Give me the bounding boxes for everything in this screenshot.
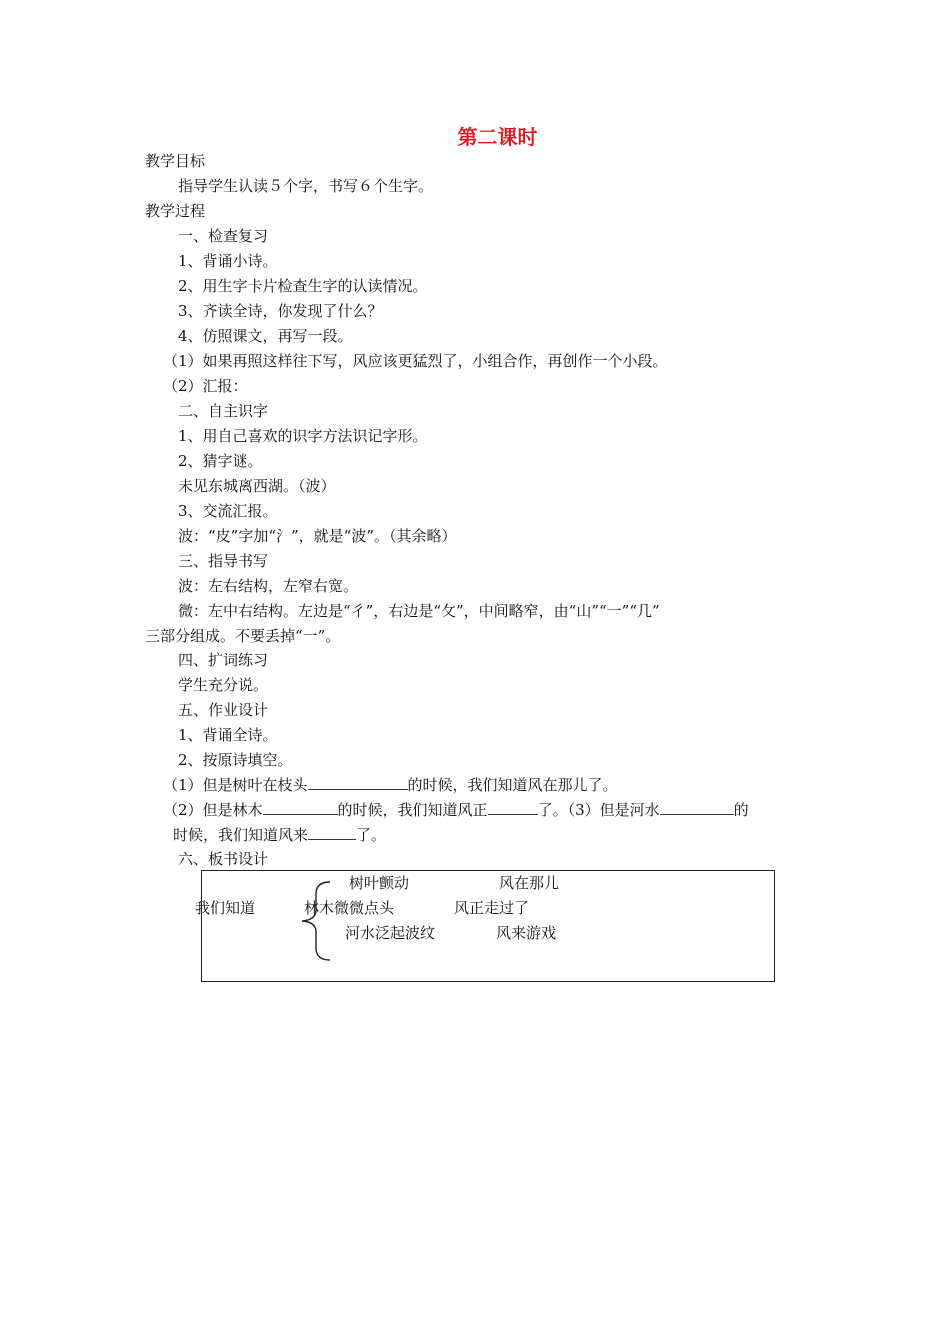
section1-sub1: （1）如果再照这样往下写，风应该更猛烈了，小组合作，再创作一个小段。 xyxy=(163,352,668,370)
q2-prefix: （2）但是林木 xyxy=(163,801,263,819)
section1-item1: 1、背诵小诗。 xyxy=(178,252,278,270)
board-row1-left: 树叶颤动 xyxy=(349,874,410,892)
process-heading: 教学过程 xyxy=(145,202,206,220)
q1-prefix: （1）但是树叶在枝头 xyxy=(163,776,308,794)
board-row3-left: 河水泛起波纹 xyxy=(345,924,436,942)
section2-item2: 2、猜字谜。 xyxy=(178,452,263,470)
board-row2-right: 风正走过了 xyxy=(454,899,530,917)
fill-question-3 xyxy=(173,825,386,845)
fill-question-1 xyxy=(163,775,618,795)
section4-heading: 四、扩词练习 xyxy=(178,651,269,669)
goal-heading: 教学目标 xyxy=(145,152,206,170)
section3-bo: 波：左右结构，左窄右宽。 xyxy=(178,577,359,595)
section1-sub2: （2）汇报： xyxy=(163,377,248,395)
goal-text: 指导学生认读５个字，书写６个生字。 xyxy=(178,177,434,195)
q2-blank-1 xyxy=(263,800,338,815)
board-design-box xyxy=(201,870,775,982)
section5-heading: 五、作业设计 xyxy=(178,701,269,719)
board-row2-left: 林木微微点头 xyxy=(304,899,395,917)
board-row3-right: 风来游戏 xyxy=(496,924,557,942)
section3-heading: 三、指导书写 xyxy=(178,552,269,570)
section1-item2: 2、用生字卡片检查生字的认读情况。 xyxy=(178,277,428,295)
q2-middle: 的时候，我们知道风正 xyxy=(337,801,488,819)
board-left-text: 我们知道 xyxy=(195,899,256,917)
section3-wei-line2: 三部分组成。不要丢掉“一”。 xyxy=(145,627,341,645)
section2-heading: 二、自主识字 xyxy=(178,402,269,420)
section1-item3: 3、齐读全诗，你发现了什么？ xyxy=(178,302,383,320)
q1-suffix: 的时候，我们知道风在那儿了。 xyxy=(407,776,618,794)
section3-wei-line1: 微：左中右结构。左边是“彳”，右边是“攵”，中间略窄，由“山”“一”“几” xyxy=(178,602,660,620)
section1-item4: 4、仿照课文，再写一段。 xyxy=(178,327,353,345)
section1-heading: 一、检查复习 xyxy=(178,227,269,245)
q2-blank-2 xyxy=(488,800,538,815)
q3-end: 的 xyxy=(733,801,749,819)
section5-item2: 2、按原诗填空。 xyxy=(178,751,293,769)
section2-riddle: 未见东城离西湖。（波） xyxy=(178,477,336,495)
curly-brace xyxy=(298,880,334,962)
page-title: 第二课时 xyxy=(457,125,538,149)
q3-line2-suffix: 了。 xyxy=(356,826,387,844)
section2-item1: 1、用自己喜欢的识字方法识记字形。 xyxy=(178,427,428,445)
q3-line2-prefix: 时候，我们知道风来 xyxy=(173,826,309,844)
q1-blank xyxy=(308,775,408,790)
section5-item1: 1、背诵全诗。 xyxy=(178,726,278,744)
section2-item3: 3、交流汇报。 xyxy=(178,502,278,520)
q3-blank-1 xyxy=(660,800,734,815)
q3-blank-2 xyxy=(308,825,356,840)
section4-text: 学生充分说。 xyxy=(178,676,269,694)
section6-heading: 六、板书设计 xyxy=(178,850,269,868)
q2-suffix: 了。（3）但是河水 xyxy=(537,801,660,819)
board-row1-right: 风在那儿 xyxy=(499,874,560,892)
fill-question-2 xyxy=(163,800,749,820)
section2-report: 波：“皮”字加“氵”，就是“波”。（其余略） xyxy=(178,527,457,545)
